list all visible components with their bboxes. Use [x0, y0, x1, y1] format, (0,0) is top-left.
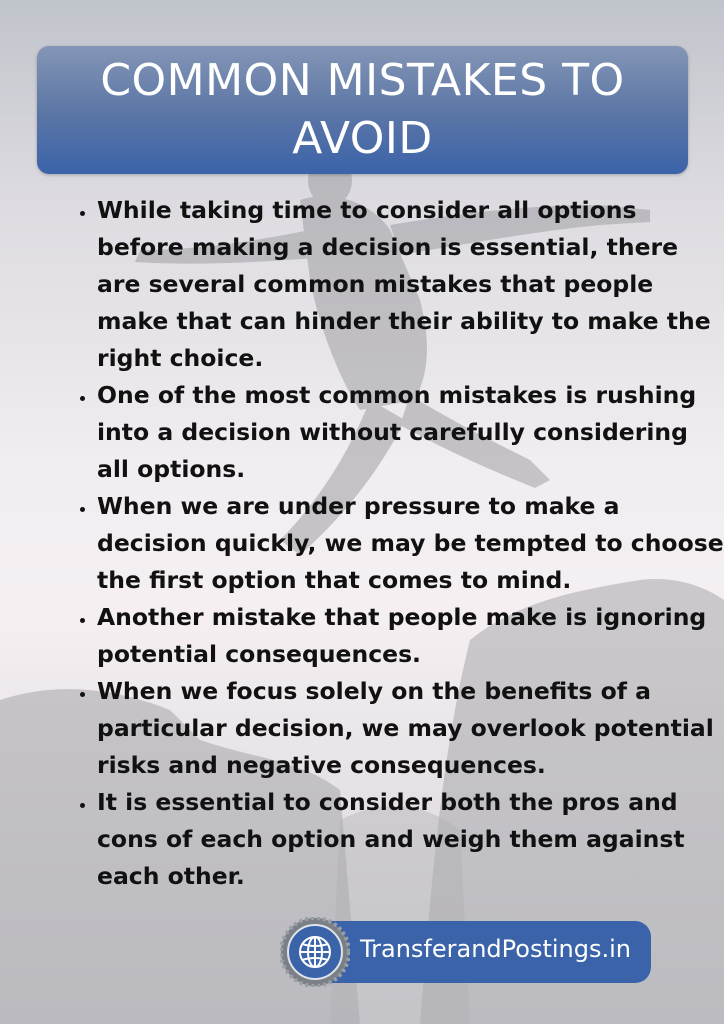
- list-item: • When we are under pressure to make a decision quickly, we may be tempted to choose the first option that comes to mind.: [97, 488, 724, 599]
- list-item: • When we focus solely on the benefits of a particular decision, we may overlook potential risks and negative consequences.: [97, 673, 724, 784]
- mistakes-list: [68, 192, 724, 895]
- list-item: • Another mistake that people make is ignoring potential consequences.: [97, 599, 724, 673]
- title-banner: [37, 46, 688, 174]
- list-item: • One of the most common mistakes is rushing into a decision without carefully considering all options.: [97, 377, 724, 488]
- list-item: • While taking time to consider all options before making a decision is essential, there are several common mistakes that people make that can hinder their ability to make the right choice.: [97, 192, 724, 377]
- globe-icon: [280, 917, 350, 987]
- list-item: • It is essential to consider both the pros and cons of each option and weigh them against each other.: [97, 784, 724, 895]
- page-title: COMMON MISTAKES TO AVOID: [100, 55, 625, 164]
- brand-badge: [280, 917, 653, 987]
- brand-name: TransferandPostings.in: [360, 935, 631, 963]
